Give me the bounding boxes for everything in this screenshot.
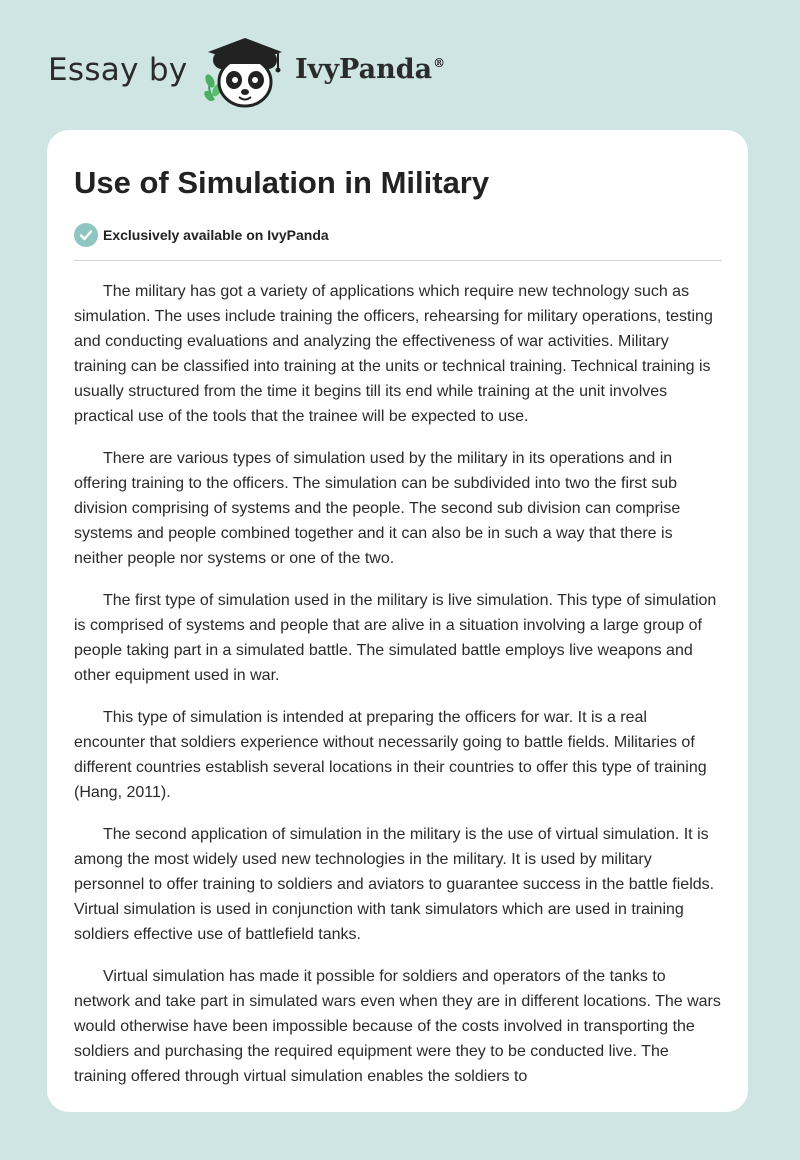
- paragraph: This type of simulation is intended at preparing the officers for war. It is a real encounter that soldiers experience without necessarily going to battle fields. Militaries of different countries establish several locations in their countries to offer this type of training (Hang, 2011).: [74, 709, 707, 801]
- brand-header[interactable]: [48, 34, 508, 114]
- divider: [74, 260, 722, 261]
- brand-prefix: Essay by: [48, 52, 188, 88]
- badge-label: Exclusively available on IvyPanda: [103, 227, 329, 243]
- page-title: Use of Simulation in Military: [74, 165, 490, 200]
- paragraph: There are various types of simulation used by the military in its operations and in offering training to the officers. The simulation can be subdivided into two the first sub division comprising of systems and the people. The second sub division can comprise systems and people combined together and it can also be in such a way that there is neither people nor systems or one of the two.: [74, 450, 681, 567]
- essay-card: [47, 130, 748, 1112]
- panda-graduate-icon: [200, 34, 290, 110]
- check-circle-icon: [74, 223, 98, 247]
- paragraph: Virtual simulation has made it possible for soldiers and operators of the tanks to network and take part in simulated wars even when they are in different locations. The wars would otherwise have been impossible because of the costs involved in transporting the soldiers and purchasing the required equipment were they to be conducted live. The training offered through virtual simulation enables the soldiers to: [74, 968, 721, 1085]
- exclusive-badge: [74, 222, 329, 248]
- paragraph: The military has got a variety of applications which require new technology such as simulation. The uses include training the officers, rehearsing for military operations, testing and conducting evaluations and analyzing the effectiveness of war activities. Military training can be classified into training at the units or technical training. Technical training is usually structured from the time it begins till its end while training at the unit involves practical use of the tools that the trainee will be expected to use.: [74, 283, 713, 425]
- paragraph: The first type of simulation used in the military is live simulation. This type of simulation is comprised of systems and people that are alive in a situation involving a large group of people taking part in a simulated battle. The simulated battle employs live weapons and other equipment used in war.: [74, 592, 717, 684]
- essay-body: [74, 279, 722, 1106]
- brand-name: IvyPanda®: [295, 54, 446, 85]
- paragraph: The second application of simulation in the military is the use of virtual simulation. It is among the most widely used new technologies in the military. It is used by military personnel to offer training to soldiers and aviators to guarantee success in the battle fields. Virtual simulation is used in conjunction with tank simulators which are used in training soldiers effective use of battlefield tanks.: [74, 826, 715, 943]
